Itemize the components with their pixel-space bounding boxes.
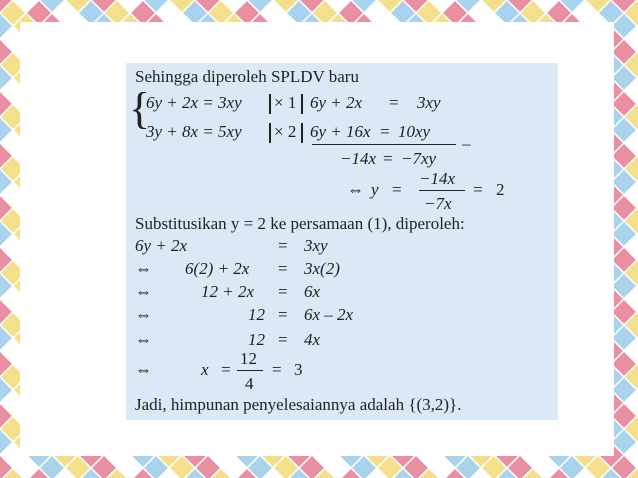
conclusion-text: Jadi, himpunan penyelesaiannya adalah {(3,2)}. (135, 395, 462, 414)
step-eq: = (278, 259, 288, 278)
final-arrow: ⇔ (135, 360, 152, 379)
row1-result-left: 6y + 2x (310, 93, 363, 112)
final-eq: = (221, 360, 231, 379)
row2-left-bar (269, 123, 271, 143)
solve-eq2: = (473, 180, 483, 199)
final-result: 3 (294, 360, 303, 379)
step-eq: = (278, 282, 288, 301)
row2-result-eq: = (380, 122, 390, 141)
final-fraction-bar (237, 370, 263, 371)
row2-right-bar (301, 123, 303, 143)
step-right: 4x (304, 330, 321, 349)
row1-result-eq: = (389, 93, 399, 112)
system-brace: { (129, 84, 151, 133)
row2-result-right: 10xy (398, 122, 431, 141)
step-right: 3x(2) (304, 259, 340, 278)
step-right: 3xy (304, 236, 328, 255)
row1-left-bar (269, 94, 271, 114)
solve-var: y (371, 180, 379, 199)
intro-text: Sehingga diperoleh SPLDV baru (135, 67, 359, 86)
diff-left: −14x (340, 149, 377, 168)
solve-denominator: −7x (424, 194, 452, 213)
system-row1-mult: × 1 (274, 93, 297, 112)
minus-sign: – (462, 134, 471, 153)
step-eq: = (278, 236, 288, 255)
solve-numerator: −14x (419, 169, 456, 188)
row1-result-right: 3xy (417, 93, 441, 112)
step-arrow: ⇔ (135, 330, 152, 349)
step-left: 12 (248, 305, 265, 324)
row1-right-bar (301, 94, 303, 114)
system-row2-mult: × 2 (274, 122, 297, 141)
solve-arrow: ⇔ (347, 180, 364, 199)
solve-result: 2 (496, 180, 505, 199)
diff-right: −7xy (401, 149, 437, 168)
final-denominator: 4 (245, 374, 254, 393)
row2-result-left: 6y + 16x (310, 122, 371, 141)
subtraction-line (312, 144, 456, 145)
step-left: 12 + 2x (201, 282, 255, 301)
solve-fraction-bar (419, 190, 465, 191)
step-left: 6y + 2x (135, 236, 188, 255)
solve-eq: = (392, 180, 402, 199)
step-arrow: ⇔ (135, 259, 152, 278)
final-eq2: = (272, 360, 282, 379)
substitution-text: Substitusikan y = 2 ke persamaan (1), diperoleh: (135, 214, 465, 233)
step-eq: = (278, 305, 288, 324)
system-row1-lhs: 6y + 2x = 3xy (146, 93, 242, 112)
step-arrow: ⇔ (135, 305, 152, 324)
step-right: 6x – 2x (304, 305, 354, 324)
step-arrow: ⇔ (135, 282, 152, 301)
step-right: 6x (304, 282, 321, 301)
step-left: 6(2) + 2x (185, 259, 250, 278)
math-content-card (126, 63, 558, 420)
step-eq: = (278, 330, 288, 349)
final-numerator: 12 (240, 349, 257, 368)
final-var: x (201, 360, 209, 379)
step-left: 12 (248, 330, 265, 349)
diff-eq: = (383, 149, 393, 168)
system-row2-lhs: 3y + 8x = 5xy (146, 122, 242, 141)
